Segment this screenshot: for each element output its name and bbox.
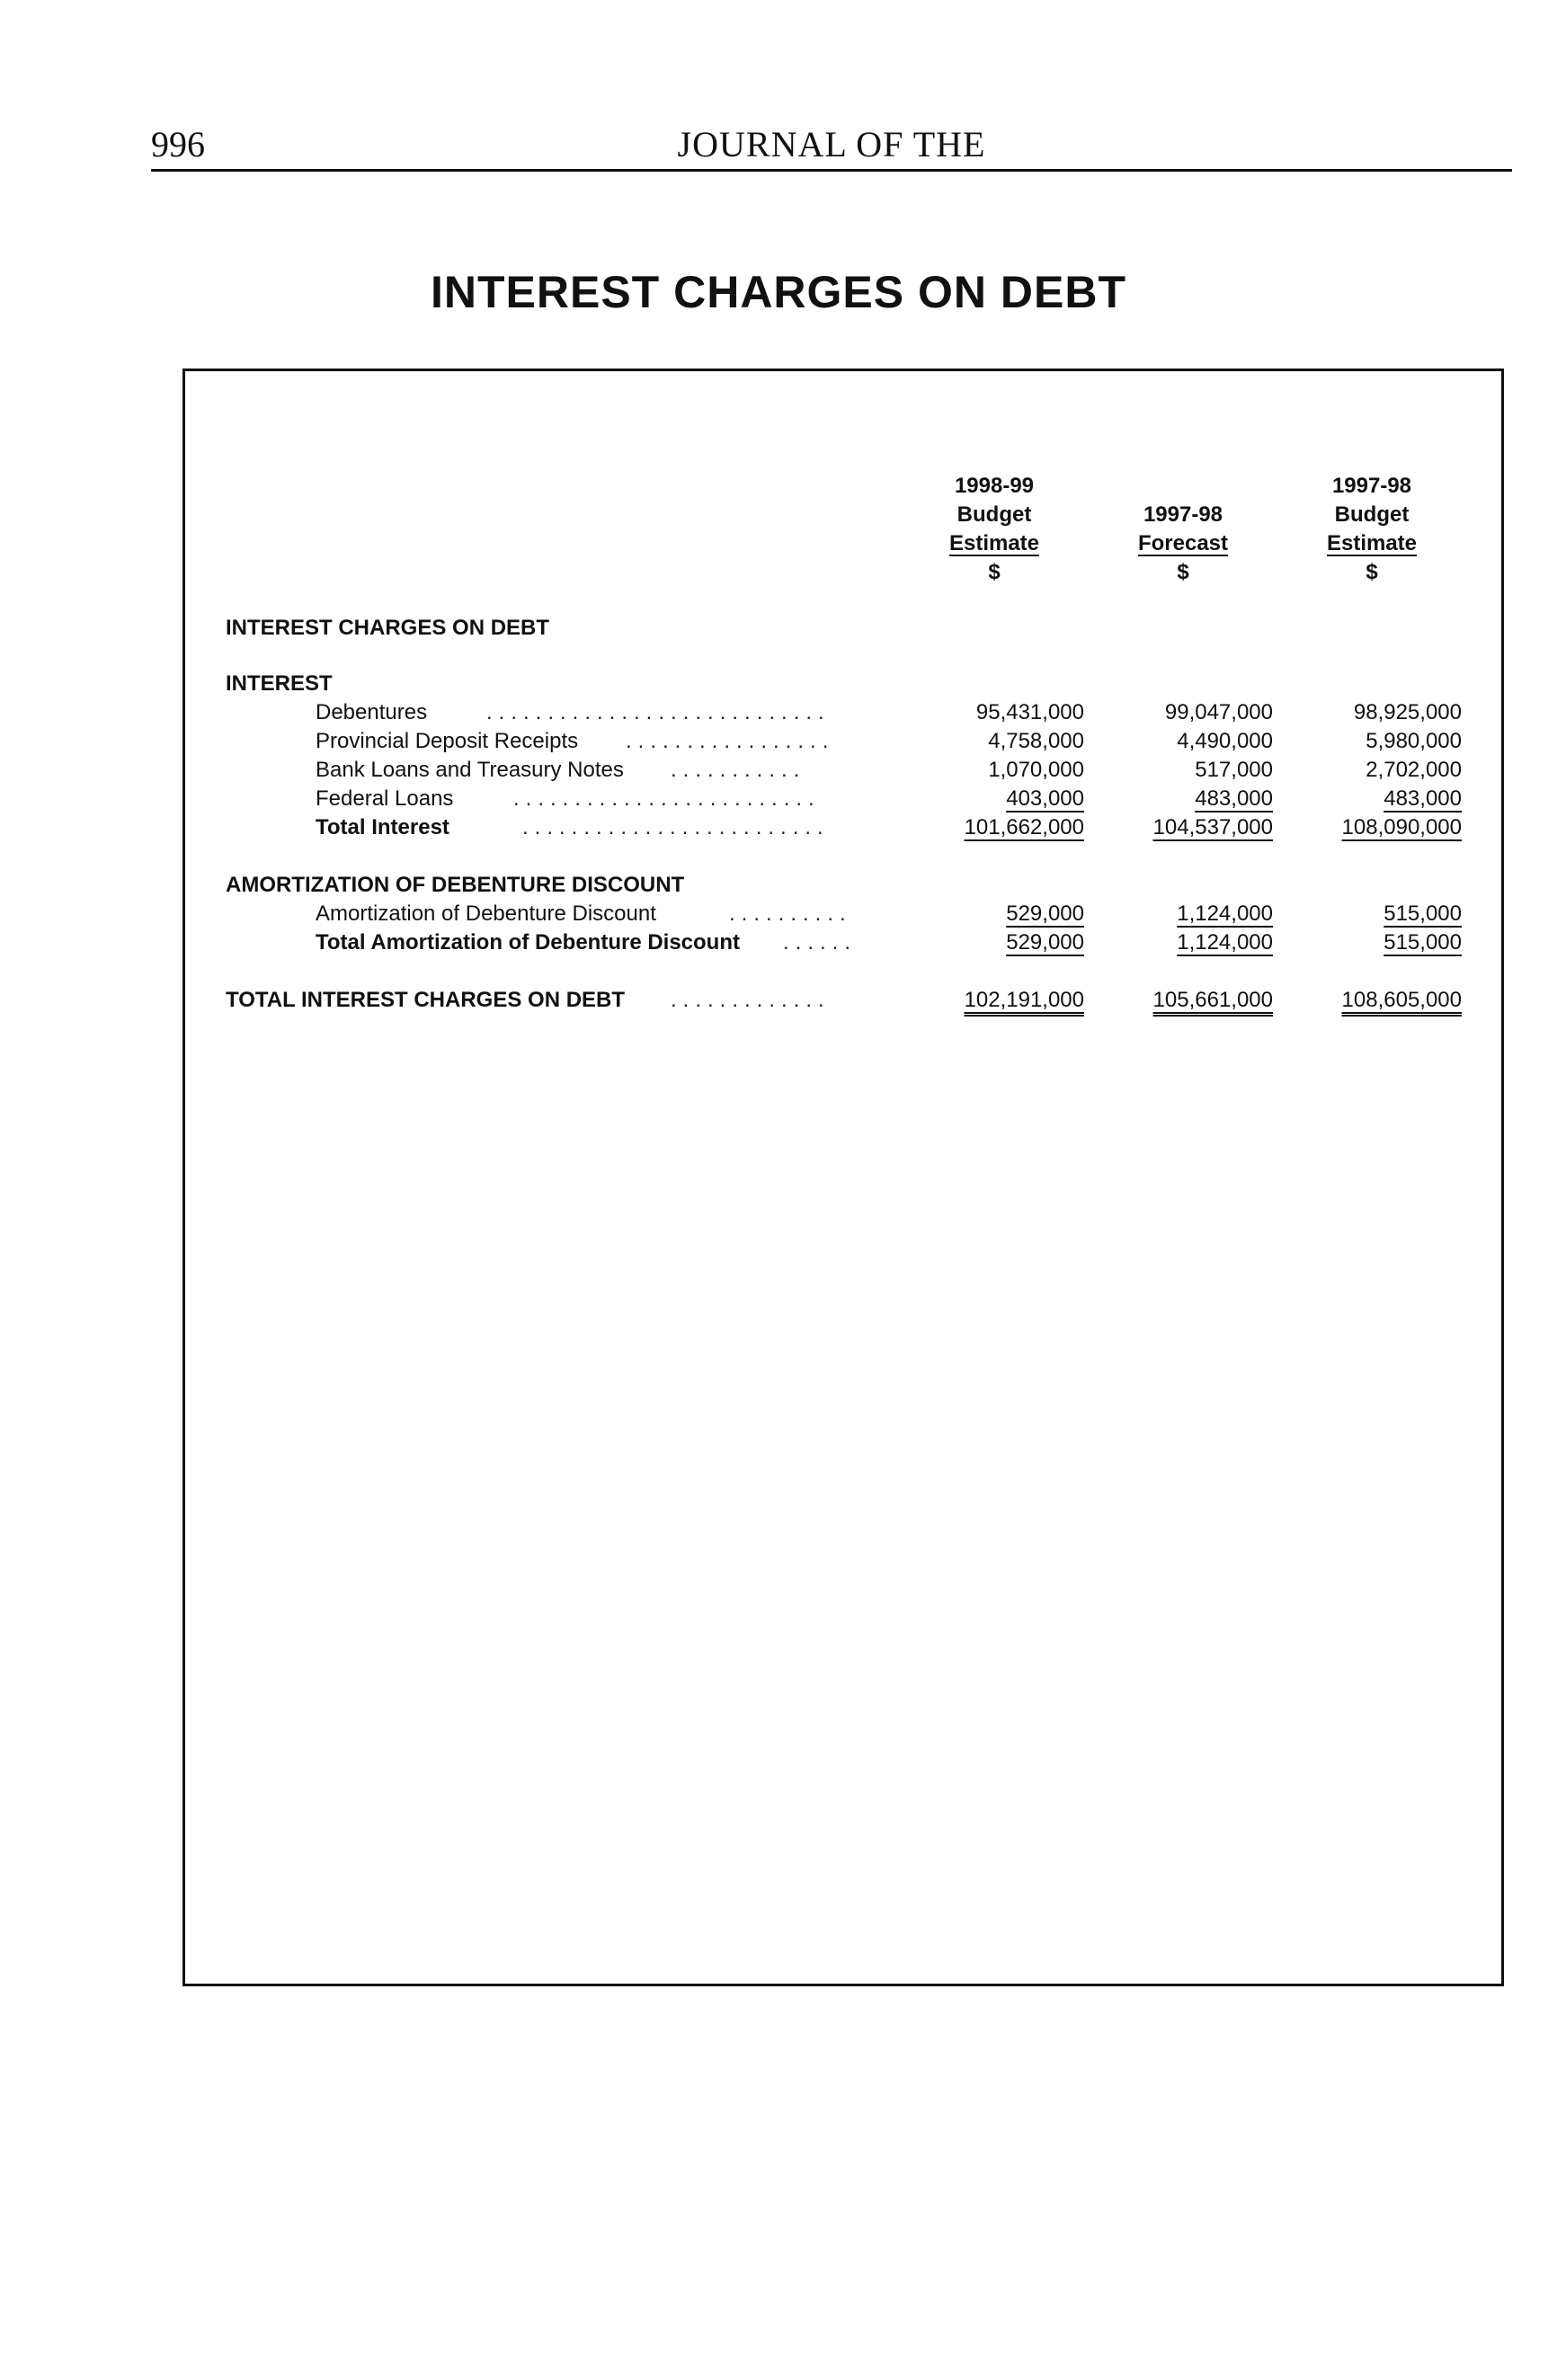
table-row [185,698,1507,727]
running-head [151,122,1512,172]
page-title: INTEREST CHARGES ON DEBT [430,267,1127,317]
section-heading: INTEREST [226,671,333,696]
cell-value: 483,000 [1384,786,1462,811]
column-header-line1: 1997-98 [1331,474,1412,498]
cell-value: 1,070,000 [988,758,1084,782]
row-label: Debentures [316,700,428,724]
row-label: Total Interest [316,815,449,839]
leader-dots: ............................ [486,700,831,724]
leader-dots: ............. [671,988,831,1012]
leader-dots: ......................... [513,786,821,811]
column-header-line1 [1084,472,1282,501]
column-header-line3: Estimate [948,531,1040,555]
cell-value: 1,124,000 [1177,930,1273,955]
cell-value: 4,490,000 [1177,729,1273,753]
section-heading-amortization [185,871,1507,900]
cell-value: 95,431,000 [975,700,1084,724]
table-heading-row [185,614,1507,643]
column-header-unit: $ [988,560,1001,584]
leader-dots: .......... [729,901,852,926]
column-header-2 [1084,472,1282,587]
cell-value: 529,000 [1006,901,1084,926]
leader-dots: ......................... [522,815,830,839]
row-label: TOTAL INTEREST CHARGES ON DEBT [226,988,626,1012]
column-header-line2: 1997-98 [1143,502,1223,527]
column-header-line2: Budget [1334,502,1410,527]
statement-frame [182,369,1504,1986]
cell-value: 5,980,000 [1366,729,1462,753]
table-row-grand-total [185,986,1507,1015]
journal-title: JOURNAL OF THE [677,124,986,164]
leader-dots: ...... [783,930,858,955]
row-label: Bank Loans and Treasury Notes [316,758,624,782]
table-row [185,900,1507,928]
section-heading: AMORTIZATION OF DEBENTURE DISCOUNT [226,873,685,897]
cell-value: 517,000 [1195,758,1273,782]
cell-value: 98,925,000 [1353,700,1462,724]
table-heading: INTEREST CHARGES ON DEBT [226,616,550,640]
cell-value: 104,537,000 [1152,815,1273,839]
cell-value: 4,758,000 [988,729,1084,753]
cell-value: 108,090,000 [1341,815,1462,839]
column-header-1 [895,472,1093,587]
column-header-line2: Budget [956,502,1032,527]
table-row [185,756,1507,785]
table-row [185,727,1507,756]
section-heading-interest [185,670,1507,698]
cell-value: 101,662,000 [964,815,1084,839]
row-label: Federal Loans [316,786,454,811]
page-number: 996 [151,124,205,164]
cell-value: 515,000 [1384,901,1462,926]
cell-value: 2,702,000 [1366,758,1462,782]
column-header-line3: Forecast [1137,531,1229,555]
table-row [185,785,1507,813]
row-label: Amortization of Debenture Discount [316,901,656,926]
column-header-line3: Estimate [1326,531,1418,555]
row-label: Total Amortization of Debenture Discount [316,930,740,955]
cell-value: 99,047,000 [1164,700,1273,724]
column-header-3 [1273,472,1471,587]
cell-value: 483,000 [1195,786,1273,811]
column-header-unit: $ [1177,560,1189,584]
cell-value: 102,191,000 [964,988,1084,1012]
column-header-line1: 1998-99 [954,474,1035,498]
table-row-total [185,928,1507,957]
column-header-unit: $ [1366,560,1378,584]
leader-dots: ................. [626,729,835,753]
cell-value: 403,000 [1006,786,1084,811]
table-row-total [185,813,1507,842]
cell-value: 515,000 [1384,930,1462,955]
leader-dots: ........... [671,758,806,782]
cell-value: 529,000 [1006,930,1084,955]
cell-value: 108,605,000 [1341,988,1462,1012]
cell-value: 1,124,000 [1177,901,1273,926]
row-label: Provincial Deposit Receipts [316,729,579,753]
cell-value: 105,661,000 [1152,988,1273,1012]
